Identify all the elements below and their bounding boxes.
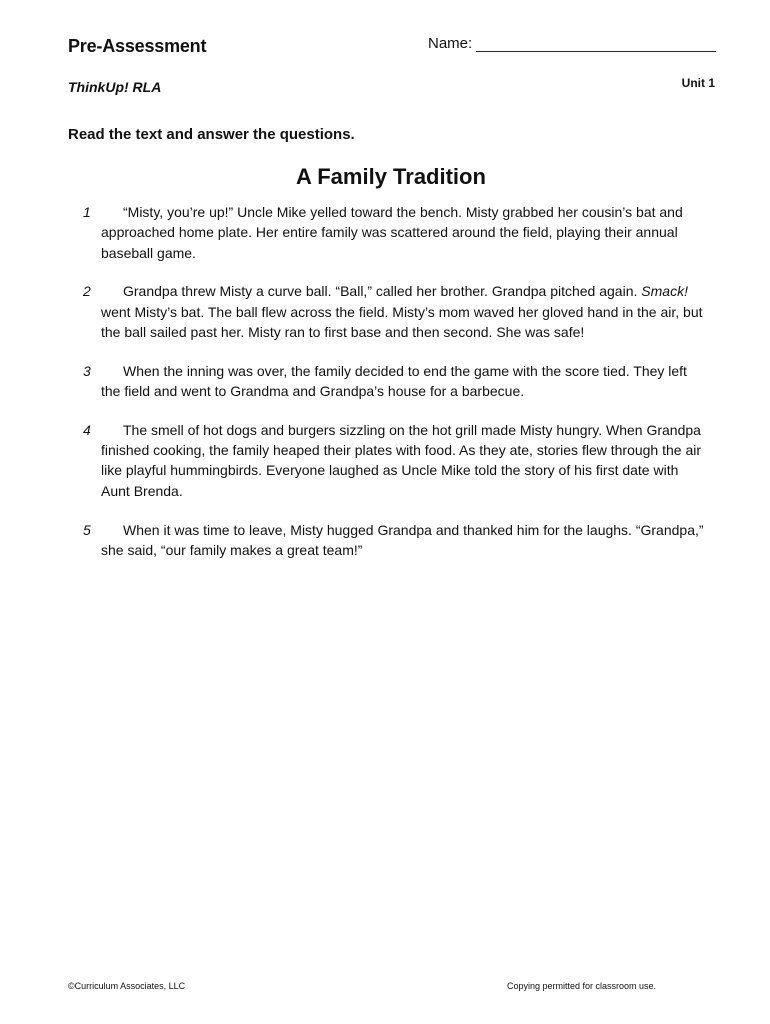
paragraph-number: 3 bbox=[83, 362, 91, 379]
paragraph-text: “Misty, you’re up!” Uncle Mike yelled toward the bench. Misty grabbed her cousin’s bat and approached home plate. Her entire family was scattered around the field, playing their annual baseball game. bbox=[101, 204, 683, 261]
story-passage bbox=[68, 202, 708, 579]
paragraph-number: 4 bbox=[83, 421, 91, 438]
story-title: A Family Tradition bbox=[296, 164, 486, 189]
name-field bbox=[428, 35, 716, 52]
paragraph bbox=[68, 420, 708, 501]
paragraph-text: The smell of hot dogs and burgers sizzling on the hot grill made Misty hungry. When Grandpa finished cooking, the family heaped their plates with food. As they ate, stories flew through the air like playful hummingbirds. Everyone laughed as Uncle Mike told the story of his first date with Aunt Brenda. bbox=[101, 421, 702, 499]
program-subtitle: ThinkUp! RLA bbox=[68, 79, 162, 95]
paragraph bbox=[68, 520, 708, 561]
name-blank-line bbox=[476, 37, 716, 52]
paragraph-text-part: went Misty’s bat. The ball flew across the field. Misty’s mom waved her gloved hand in the air, but the ball sailed past her. Misty ran to first base and then second. She was safe! bbox=[101, 303, 703, 340]
paragraph-number: 1 bbox=[83, 204, 91, 220]
footer-permission: Copying permitted for classroom use. bbox=[507, 981, 657, 991]
unit-label: Unit 1 bbox=[681, 76, 715, 90]
paragraph-text bbox=[101, 281, 708, 342]
page-header-title: Pre-Assessment bbox=[68, 36, 207, 56]
paragraph-number: 2 bbox=[83, 283, 91, 300]
paragraph-text-part: Grandpa threw Misty a curve ball. “Ball,” called her brother. Grandpa pitched again. bbox=[123, 283, 642, 300]
paragraph-emphasis: Smack! bbox=[641, 283, 688, 300]
instructions: Read the text and answer the questions. bbox=[68, 126, 355, 143]
paragraph-text: When it was time to leave, Misty hugged Grandpa and thanked him for the laughs. “Grandpa,” she said, “our family makes a great team!” bbox=[101, 521, 704, 558]
name-label: Name: bbox=[428, 35, 473, 52]
paragraph bbox=[68, 281, 708, 342]
paragraph bbox=[68, 361, 708, 402]
paragraph bbox=[68, 202, 708, 263]
paragraph-number: 5 bbox=[83, 521, 91, 538]
paragraph-text: When the inning was over, the family decided to end the game with the score tied. They left the field and went to Grandma and Grandpa’s house for a barbecue. bbox=[101, 362, 687, 400]
footer-copyright: ©Curriculum Associates, LLC bbox=[68, 981, 186, 991]
